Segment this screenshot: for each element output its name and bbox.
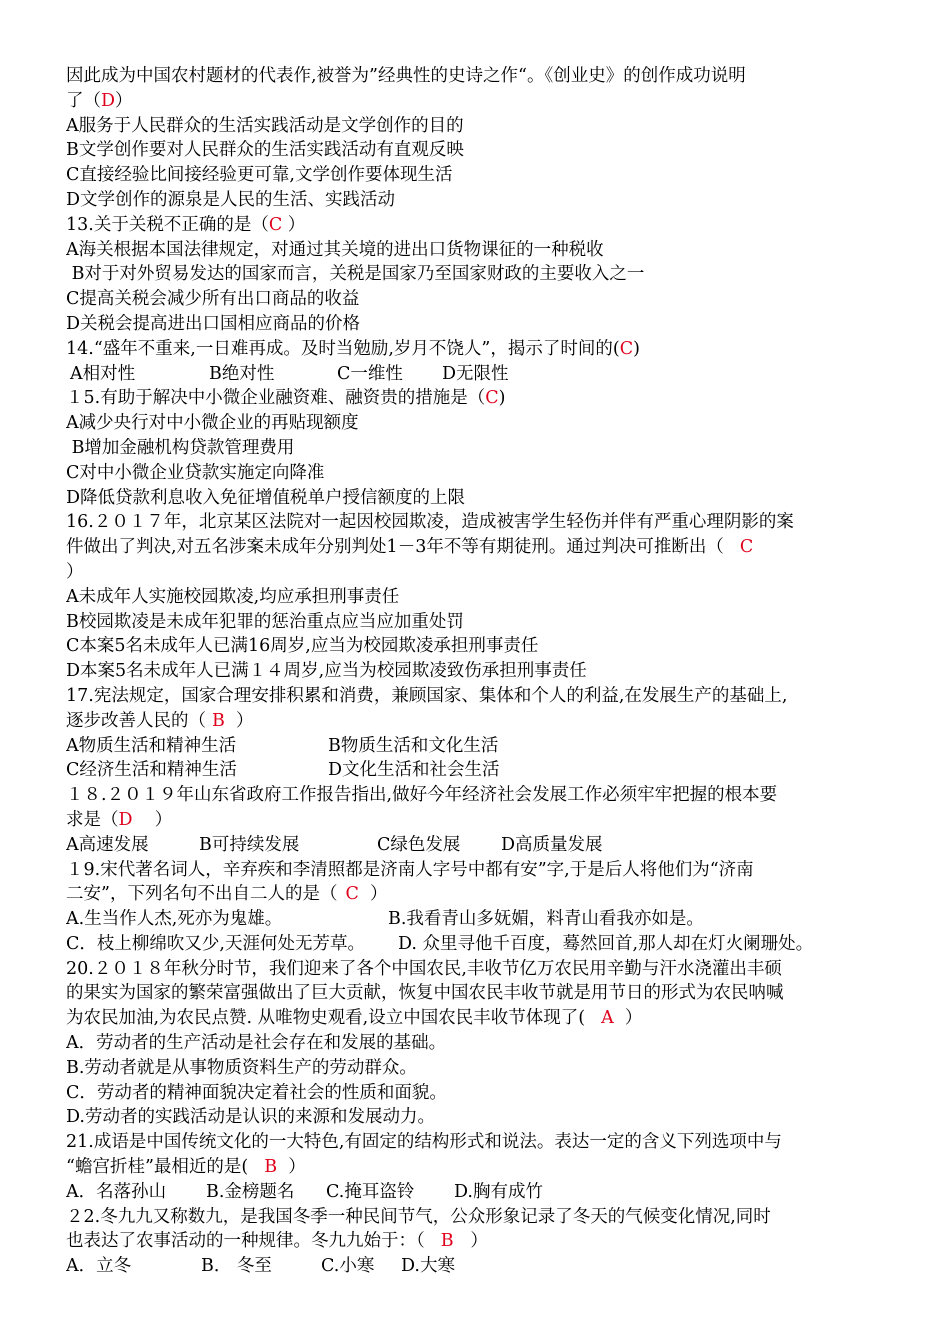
q16-option-b: B校园欺凌是未成年犯罪的惩治重点应当应加重处罚 — [66, 611, 464, 632]
q20-option-c: C．劳动者的精神面貌决定着社会的性质和面貌。 — [66, 1082, 447, 1103]
q16-stem-line: 16.２０１７年，北京某区法院对一起因校园欺凌，造成被害学生轻伤并伴有严重心理阴影的案 — [66, 512, 794, 533]
q14-options — [66, 362, 892, 387]
q18-options — [66, 833, 892, 858]
q21-option-d: D.胸有成竹 — [454, 1181, 543, 1202]
q17-stem-line: 逐步改善人民的（ B ） — [66, 710, 254, 731]
q18-stem-line: 求是（D ） — [66, 809, 173, 830]
q16-option-c: C本案5名未成年人已满16周岁,应当为校园欺凌承担刑事责任 — [66, 636, 539, 657]
q15-answer: C — [485, 388, 499, 409]
q22-stem-line: ２2.冬九九又称数九，是我国冬季一种民间节气，公众形象记录了冬天的气候变化情况,同时 — [66, 1206, 771, 1227]
q22-option-c: C.小寒 — [321, 1256, 375, 1277]
q12-option-d: D文学创作的源泉是人民的生活、实践活动 — [66, 189, 396, 210]
q13-option-d: D关税会提高进出口国相应商品的价格 — [66, 313, 361, 334]
q18-stem-line: １８.２０１９年山东省政府工作报告指出,做好今年经济社会发展工作必须牢牢把握的根本要 — [66, 785, 778, 806]
q16-option-d: D本案5名未成年人已满１４周岁,应当为校园欺凌致伤承担刑事责任 — [66, 661, 587, 682]
q22-option-d: D.大寒 — [401, 1256, 455, 1277]
q18-option-b: B可持续发展 — [199, 834, 300, 855]
q19-stem-line: １9.宋代著名词人，辛弃疾和李清照都是济南人字号中都有安”字,于是后人将他们为“济南 — [66, 859, 754, 880]
q17-options-row — [66, 758, 892, 783]
q16-option-a: A未成年人实施校园欺凌,均应承担刑事责任 — [66, 586, 400, 607]
q15-option-a: A减少央行对中小微企业的再贴现额度 — [66, 413, 359, 434]
q22-options — [66, 1254, 892, 1279]
q21-option-b: B.金榜题名 — [206, 1181, 295, 1202]
q19-answer: C — [345, 884, 359, 905]
q12-option-c: C直接经验比间接经验更可靠,文学创作要体现生活 — [66, 165, 453, 186]
q13-option-b: B对于对外贸易发达的国家而言，关税是国家乃至国家财政的主要收入之一 — [66, 264, 645, 285]
q16-answer: C — [739, 537, 754, 558]
q19-stem-line: 二安”，下列名句不出自二人的是（ C ） — [66, 884, 388, 905]
q13-option-a: A海关根据本国法律规定，对通过其关境的进出口货物课征的一种税收 — [66, 239, 604, 260]
q22-answer: B — [440, 1231, 454, 1252]
q19-options-row — [66, 932, 892, 957]
q14-answer: C — [619, 338, 634, 359]
q20-option-b: B.劳动者就是从事物质资料生产的劳动群众。 — [66, 1057, 417, 1078]
q12-answer: D — [101, 90, 116, 111]
q13-stem: 13.关于关税不正确的是（C ） — [66, 214, 306, 235]
q20-option-d: D.劳动者的实践活动是认识的来源和发展动力。 — [66, 1107, 435, 1128]
q18-option-c: C绿色发展 — [377, 834, 461, 855]
q18-answer: D — [118, 809, 133, 830]
q13-answer: C — [268, 214, 283, 235]
q21-option-a: A．名落孙山 — [66, 1181, 167, 1202]
q17-option-b: B物质生活和文化生活 — [328, 735, 499, 756]
q17-option-d: D文化生活和社会生活 — [328, 760, 500, 781]
q12-stem-line: 了（D） — [66, 90, 133, 111]
q22-option-a: A．立冬 — [66, 1256, 132, 1277]
q16-stem-line: 件做出了判决,对五名涉案未成年分别判处1－3年不等有期徒刑。通过判决可推断出（ C — [66, 537, 754, 558]
q15-option-c: C对中小微企业贷款实施定向降准 — [66, 462, 325, 483]
q20-stem-line: 20.２０１８年秋分时节，我们迎来了各个中国农民,丰收节亿万农民用辛勤与汗水浇灌出丰硕 — [66, 958, 782, 979]
q20-stem-line: 为农民加油,为农民点赞. 从唯物史观看,设立中国农民丰收节体现了( A ） — [66, 1008, 643, 1029]
q22-stem-line: 也表达了农事活动的一种规律。冬九九始于：（ B ） — [66, 1231, 488, 1252]
q16-stem-line: ） — [66, 561, 84, 582]
q12-option-a: A服务于人民群众的生活实践活动是文学创作的目的 — [66, 115, 464, 136]
q15-stem: １5.有助于解决中小微企业融资难、融资贵的措施是（C) — [66, 388, 506, 409]
q14-option-a: A相对性 — [70, 363, 136, 384]
q19-option-c: C．枝上柳绵吹又少,天涯何处无芳草。 — [66, 933, 365, 954]
q18-option-a: A高速发展 — [66, 834, 149, 855]
q17-options-row — [66, 734, 892, 759]
q17-stem-line: 17.宪法规定，国家合理安排积累和消费，兼顾国家、集体和个人的利益,在发展生产的基础上, — [66, 685, 788, 706]
q12-stem-line: 因此成为中国农村题材的代表作,被誉为”经典性的史诗之作“。《创业史》的创作成功说明 — [66, 66, 746, 86]
q15-option-d: D降低贷款利息收入免征增值税单户授信额度的上限 — [66, 487, 466, 508]
q21-answer: B — [264, 1157, 278, 1178]
q14-option-c: C一维性 — [337, 363, 403, 384]
q19-option-b: B.我看青山多妩媚，料青山看我亦如是。 — [388, 909, 704, 930]
q22-option-b: B． 冬至 — [201, 1256, 272, 1277]
q17-option-a: A物质生活和精神生活 — [66, 735, 237, 756]
q20-stem-line: 的果实为国家的繁荣富强做出了巨大贡献，恢复中国农民丰收节就是用节日的形式为农民呐喊 — [66, 983, 784, 1004]
q19-option-a: A.生当作人杰,死亦为鬼雄。 — [66, 909, 283, 930]
q18-option-d: D高质量发展 — [501, 834, 603, 855]
q21-stem-line: 21.成语是中国传统文化的一大特色,有固定的结构形式和说法。表达一定的含义下列选项中与 — [66, 1132, 782, 1153]
q14-stem: 14.“盛年不重来,一日难再成。及时当勉励,岁月不饶人”，揭示了时间的(C) — [66, 338, 640, 359]
q14-option-d: D无限性 — [442, 363, 509, 384]
q21-options — [66, 1180, 892, 1205]
q21-option-c: C.掩耳盗铃 — [326, 1181, 415, 1202]
q15-option-b: B增加金融机构贷款管理费用 — [66, 437, 295, 458]
q12-option-b: B文学创作要对人民群众的生活实践活动有直观反映 — [66, 140, 464, 161]
q19-option-d: D. 众里寻他千百度，蓦然回首,那人却在灯火阑珊处。 — [398, 933, 814, 954]
q17-option-c: C经济生活和精神生活 — [66, 760, 237, 781]
q21-stem-line: “蟾宫折桂”最相近的是( B ） — [66, 1157, 306, 1178]
q13-option-c: C提高关税会减少所有出口商品的收益 — [66, 289, 360, 310]
q17-answer: B — [212, 710, 225, 731]
q14-option-b: B绝对性 — [209, 363, 275, 384]
q20-answer: A — [601, 1008, 614, 1029]
q20-option-a: A．劳动者的生产活动是社会存在和发展的基础。 — [66, 1033, 447, 1054]
q19-options-row — [66, 907, 892, 932]
